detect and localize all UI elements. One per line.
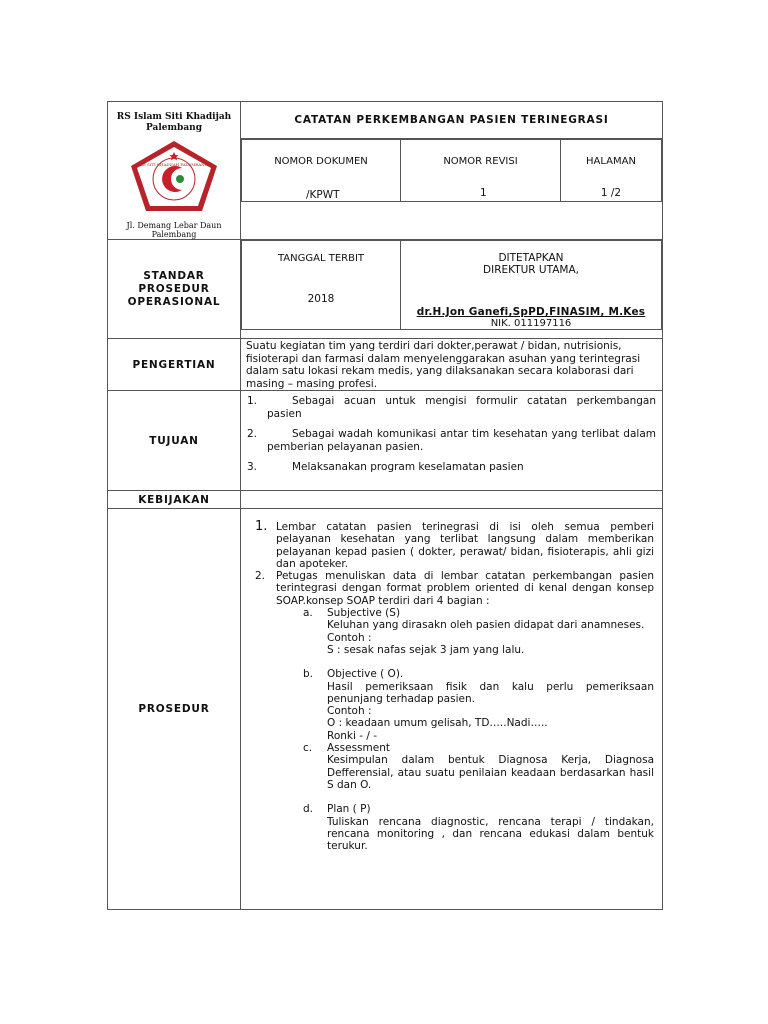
sop-label: STANDAR PROSEDUR OPERASIONAL [108,240,241,339]
soap-assessment: c. Assessment Kesimpulan dalam bentuk Diagnosa Kerja, Diagnosa Defferensial, atau suatu penilaian keadaan berdasarkan hasil S dan O. [303,742,654,791]
tujuan-cell [241,391,663,491]
doc-number-cell [242,139,401,201]
doc-number-value: /KPWT [306,188,340,201]
hospital-name: RS Islam Siti Khadijah Palembang [116,112,232,133]
prosedur-item-2: 2. Petugas menuliskan data di lembar catatan perkembangan pasien terintegrasi dengan format problem oriented di kenal dengan konsep SOAP.konsep SOAP terdiri dari 4 bagian : [255,570,654,607]
soap-subjective: a. Subjective (S) Keluhan yang dirasakn oleh pasien didapat dari anamneses. Contoh : S : sesak nafas sejak 3 jam yang lalu. [303,607,645,656]
hospital-address: Jl. Demang Lebar Daun Palembang [126,221,222,239]
signatory-name: dr.H.Jon Ganefi,SpPD,FINASIM, M.Kes [416,306,646,318]
page-cell [561,139,662,201]
approval-cell [401,241,662,330]
sop-info-cell [241,240,663,339]
doc-info-table [241,139,662,202]
list-item: 3. Melaksanakan program keselamatan pasien [247,461,524,473]
prosedur-content [241,509,662,852]
prosedur-label: PROSEDUR [108,509,241,910]
approval-line1: DITETAPKAN [498,252,564,264]
soap-plan: d. Plan ( P) Tuliskan rencana diagnostic, rencana terapi / tindakan, rencana monitoring , dan rencana edukasi dalam bentuk terukur. [303,803,654,853]
sop-info-table [241,240,662,330]
sop-table [107,101,663,910]
approval-line2: DIREKTUR UTAMA, [483,264,579,276]
revision-cell [401,139,561,201]
doc-info-cell [241,138,663,239]
doc-number-label: NOMOR DOKUMEN [274,155,368,167]
document-title: CATATAN PERKEMBANGAN PASIEN TERINEGRASI [241,102,663,139]
sop-document [107,101,662,900]
tujuan-list [241,391,662,474]
page-label: HALAMAN [586,155,636,167]
issue-date-cell [242,241,401,330]
signatory-nik: NIK. 011197116 [490,318,572,329]
page-value: 1 /2 [600,186,622,199]
prosedur-item-1: 1. Lembar catatan pasien terinegrasi di isi oleh semua pemberi pelayanan kesehatan yang terlibat langsung dalam memberikan pelayanan kepad pasien ( dokter, perawat/ bidan, fisioterapis, ahli gizi dan apoteker. [255,519,654,570]
tujuan-label: TUJUAN [108,391,241,491]
pengertian-text: Suatu kegiatan tim yang terdiri dari dokter,perawat / bidan, nutrisionis, fisioterapi dan farmasi dalam menyelenggarakan asuhan yang terintegrasi dalam satu lokasi rekam medis, yang dilaksanakan secara kolaborasi dari masing – masing profesi. [241,339,663,391]
list-item: 2. Sebagai wadah komunikasi antar tim kesehatan yang terlibat dalam pemberian pelayanan pasien. [247,428,656,453]
pengertian-label: PENGERTIAN [108,339,241,391]
issue-date-value: 2018 [307,293,335,305]
issue-date-label: TANGGAL TERBIT [277,253,365,264]
list-item: 1. Sebagai acuan untuk mengisi formulir catatan perkembangan pasien [247,395,656,420]
revision-value: 1 [480,186,487,199]
hospital-cell [108,102,241,240]
revision-label: NOMOR REVISI [443,155,518,167]
soap-objective: b. Objective ( O). Hasil pemeriksaan fisik dan kalu perlu pemeriksaan penunjang terhadap pasien. Contoh : O : keadaan umum gelisah, TD…..Nadi….. Ronki - / - [303,668,654,742]
logo-ring-text: RS SITI KHADIJAH PALEMBANG [140,162,208,167]
hospital-logo [128,138,220,214]
kebijakan-text [241,491,663,509]
kebijakan-label: KEBIJAKAN [108,491,241,509]
prosedur-cell [241,509,663,910]
